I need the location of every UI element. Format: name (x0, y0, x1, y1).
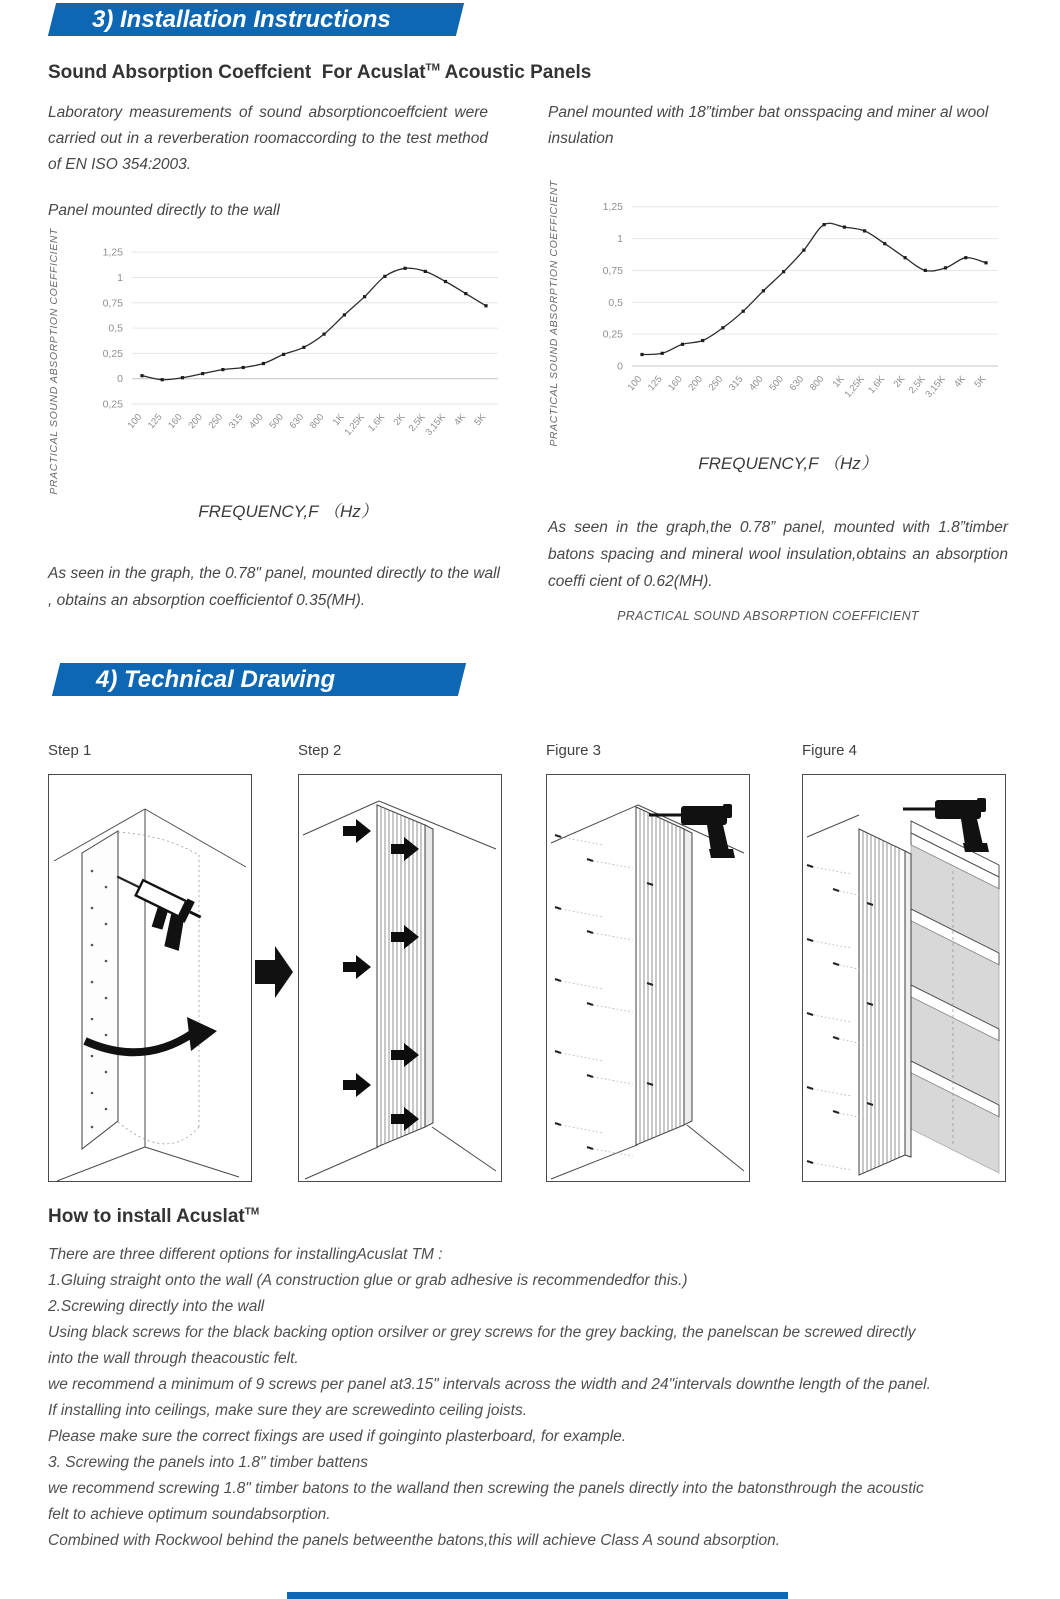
right-chart (548, 180, 1010, 447)
figure-4 (802, 742, 1006, 1182)
install-line: If installing into ceilings, make sure they are screwedinto ceiling joists. (48, 1401, 528, 1419)
glue-panel (82, 831, 118, 1149)
figure-3 (546, 742, 750, 1182)
technical-drawing-banner (56, 663, 462, 696)
svg-text:4K: 4K (952, 373, 969, 390)
left-chart (48, 228, 510, 495)
svg-text:0,75: 0,75 (102, 297, 123, 310)
figure-step1 (48, 742, 252, 1182)
install-heading-text: How to install Acuslat (48, 1205, 245, 1227)
svg-text:200: 200 (186, 411, 206, 432)
trademark-sup: TM (244, 1206, 260, 1218)
chart-footer-label: PRACTICAL SOUND ABSORPTION COEFFICIENT (617, 608, 919, 623)
banner-title: 3) Installation Instructions (92, 6, 391, 33)
install-line: into the wall through theacoustic felt. (48, 1349, 299, 1367)
svg-text:400: 400 (747, 373, 766, 394)
install-line: 3. Screwing the panels into 1.8" timber battens (48, 1453, 368, 1471)
svg-text:2,5K: 2,5K (406, 411, 428, 434)
right-chart-xlabel: FREQUENCY,F （Hz） (698, 453, 878, 473)
right-chart-ylabel: PRACTICAL SOUND ABSORPTION COEFFICIENT (548, 180, 560, 447)
svg-text:0,25: 0,25 (102, 398, 123, 411)
step1-drawing (48, 774, 252, 1182)
svg-text:315: 315 (726, 373, 746, 394)
svg-text:0: 0 (617, 360, 623, 373)
svg-text:630: 630 (287, 411, 307, 432)
svg-text:1: 1 (617, 233, 623, 246)
svg-text:500: 500 (767, 373, 786, 394)
svg-text:1,25K: 1,25K (842, 373, 867, 400)
install-instructions (48, 1242, 1012, 1554)
svg-text:2,5K: 2,5K (906, 373, 928, 396)
installation-instructions-banner (52, 3, 460, 36)
right-column (548, 100, 1010, 623)
svg-text:800: 800 (807, 373, 827, 394)
svg-text:2K: 2K (391, 411, 408, 428)
left-chart-xlabel: FREQUENCY,F （Hz） (198, 501, 378, 521)
right-intro-paragraph: Panel mounted with 18”timber bat onsspacing and miner al wool insulation (548, 104, 989, 147)
wall-line (807, 815, 859, 837)
right-result-paragraph: As seen in the graph,the 0.78” panel, mounted with 1.8”timber batons spacing and mineral wool insulation,obtains an absorption coeffi cient of 0.62(MH). (548, 518, 1008, 590)
install-heading (48, 1206, 1060, 1228)
figure4-drawing (802, 774, 1006, 1182)
absorption-chart-batten-mount (568, 180, 1008, 428)
svg-text:1,25K: 1,25K (342, 411, 367, 438)
install-line: we recommend screwing 1.8" timber batons to the walland then screwing the panels directly into the batonsthrough the acoustic (48, 1479, 924, 1497)
svg-text:100: 100 (625, 373, 645, 394)
figure3-drawing (546, 774, 750, 1182)
panel-side (425, 825, 433, 1127)
svg-text:4K: 4K (452, 411, 469, 428)
svg-text:0,5: 0,5 (608, 296, 623, 309)
svg-text:0,75: 0,75 (602, 264, 623, 277)
arrow-right-icon (255, 944, 293, 1000)
svg-text:250: 250 (706, 373, 726, 394)
svg-text:3,15K: 3,15K (423, 411, 448, 438)
svg-text:1: 1 (117, 271, 123, 284)
svg-text:3,15K: 3,15K (923, 373, 948, 400)
svg-text:160: 160 (166, 411, 185, 432)
install-line: felt to achieve optimum soundabsorption. (48, 1505, 331, 1523)
svg-text:500: 500 (267, 411, 286, 432)
left-intro-paragraph: Laboratory measurements of sound absorptioncoeffcient were carried out in a reverberation roomaccording to the test method of EN ISO 354:2003. (48, 104, 488, 173)
svg-text:1K: 1K (830, 373, 847, 390)
svg-text:250: 250 (206, 411, 226, 432)
svg-text:1,6K: 1,6K (366, 411, 388, 434)
left-result-paragraph: As seen in the graph, the 0.78" panel, mounted directly to the wall , obtains an absorption coefficientof 0.35(MH). (48, 564, 500, 609)
panel-side (905, 851, 911, 1157)
install-line: Using black screws for the black backing option orsilver or grey screws for the grey backing, the panelscan be screwed directly (48, 1323, 916, 1341)
section-heading (48, 62, 1060, 84)
svg-text:315: 315 (226, 411, 246, 432)
svg-text:1,25: 1,25 (102, 246, 123, 259)
left-column (48, 100, 510, 623)
left-chart-ylabel: PRACTICAL SOUND ABSORPTION COEFFICIENT (48, 228, 60, 495)
svg-text:630: 630 (787, 373, 807, 394)
figure-label: Figure 4 (802, 741, 858, 759)
svg-text:100: 100 (125, 411, 145, 432)
batten-frame (911, 821, 999, 1173)
banner-title: 4) Technical Drawing (96, 665, 336, 693)
figure-label: Step 2 (298, 741, 342, 759)
install-line: we recommend a minimum of 9 screws per panel at3.15" intervals across the width and 24"intervals downthe length of the panel. (48, 1375, 931, 1393)
svg-text:1,25: 1,25 (602, 201, 623, 214)
svg-text:200: 200 (686, 373, 706, 394)
swing-projection-lines (118, 832, 199, 1144)
svg-text:0,25: 0,25 (602, 328, 623, 341)
install-line: Please make sure the correct fixings are used if goinginto plasterboard, for example. (48, 1427, 627, 1445)
heading-text-2: Acoustic Panels (440, 62, 592, 83)
install-line: 1.Gluing straight onto the wall (A construction glue or grab adhesive is recommendedfor this.) (48, 1271, 688, 1289)
install-line: 2.Screwing directly into the wall (48, 1297, 265, 1315)
svg-text:800: 800 (307, 411, 327, 432)
svg-text:2K: 2K (891, 373, 908, 390)
svg-text:160: 160 (666, 373, 685, 394)
svg-text:400: 400 (247, 411, 266, 432)
figure-label: Figure 3 (546, 741, 602, 759)
svg-text:1,6K: 1,6K (866, 373, 888, 396)
technical-drawings (48, 742, 1060, 1182)
figure-step2 (298, 742, 502, 1182)
figure-label: Step 1 (48, 741, 92, 759)
svg-text:0,25: 0,25 (102, 347, 123, 360)
trademark-sup: TM (425, 62, 440, 74)
panel-side (684, 829, 692, 1125)
heading-text: Sound Absorption Coeffcient For Acuslat (48, 62, 426, 83)
install-line: There are three different options for installingAcuslat TM : (48, 1245, 443, 1263)
svg-text:0,5: 0,5 (108, 322, 123, 335)
svg-text:125: 125 (645, 373, 665, 394)
step2-drawing (298, 774, 502, 1182)
svg-text:5K: 5K (472, 411, 489, 428)
absorption-chart-direct-mount (68, 228, 508, 468)
install-line: Combined with Rockwool behind the panels betweenthe batons,this will achieve Class A sound absorption. (48, 1531, 781, 1549)
charts-section (48, 100, 1060, 623)
slat-panel (859, 829, 905, 1175)
left-chart-caption: Panel mounted directly to the wall (48, 202, 280, 219)
svg-text:5K: 5K (972, 373, 989, 390)
svg-text:1K: 1K (330, 411, 347, 428)
svg-text:0: 0 (117, 373, 123, 386)
svg-text:125: 125 (145, 411, 165, 432)
document-page (0, 3, 1060, 1599)
